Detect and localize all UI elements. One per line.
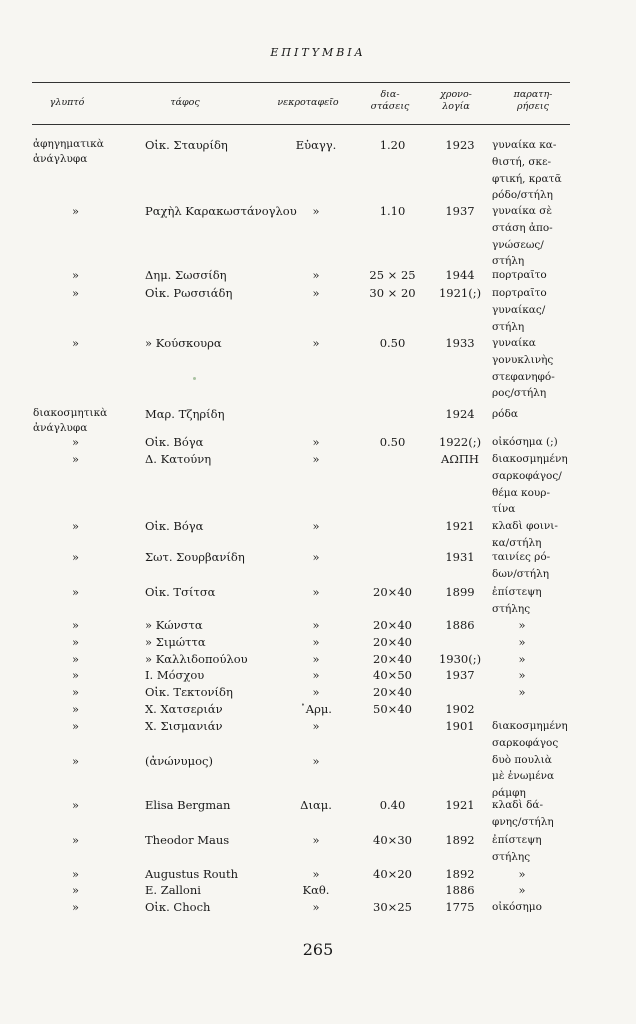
cell-nekrotafeio: » [312, 336, 320, 350]
cell-glypto: » [72, 867, 80, 881]
cell-chronologia: 1775 [445, 900, 475, 914]
cell-tafos: Οἰκ. Σταυρίδη [145, 138, 228, 152]
cell-chronologia: 1892 [445, 867, 475, 881]
cell-chronologia: 1933 [445, 336, 475, 350]
cell-nekrotafeio: » [312, 204, 320, 218]
header-rule-bottom [32, 124, 570, 125]
cell-glypto: » [72, 702, 80, 716]
cell-paratiriseis: διακοσμημένη σαρκοφάγος/ θέμα κουρ- τίνα [492, 453, 568, 516]
column-header-paratiriseis: παρατη- ρήσεις [513, 89, 553, 112]
page-title: ΕΠΙΤΥΜΒΙΑ [270, 46, 366, 59]
cell-tafos: Οἰκ. Βόγα [145, 435, 204, 449]
cell-tafos: Theodor Maus [145, 833, 230, 847]
cell-paratiriseis: πορτραῖτο γυναίκας/ στήλη [492, 287, 547, 333]
cell-diastaseis: 40×30 [373, 833, 412, 847]
cell-tafos: Σωτ. Σουρβανίδη [145, 550, 245, 564]
cell-chronologia: 1901 [445, 719, 475, 733]
cell-glypto: διακοσμητικὰ ἀνάγλυφα [33, 407, 108, 434]
column-header-nekrotafeio: νεκροταφεῖο [277, 97, 339, 108]
cell-chronologia: 1937 [445, 668, 475, 682]
cell-tafos: Δημ. Σωσσίδη [145, 268, 227, 282]
cell-paratiriseis: πορτραῖτο [492, 269, 547, 281]
cell-chronologia: 1921 [445, 519, 475, 533]
cell-glypto: » [72, 286, 80, 300]
cell-diastaseis: 20×40 [373, 635, 412, 649]
cell-paratiriseis: » [518, 685, 526, 699]
cell-nekrotafeio: » [312, 519, 320, 533]
cell-diastaseis: 1.10 [379, 204, 406, 218]
cell-chronologia: 1886 [445, 883, 475, 897]
paper-speck [193, 377, 196, 380]
cell-nekrotafeio: » [312, 435, 320, 449]
cell-glypto: » [72, 652, 80, 666]
cell-chronologia: 1921 [445, 798, 475, 812]
cell-paratiriseis: οἰκόσημα (;) [492, 436, 558, 448]
cell-paratiriseis: γυναίκα γονυκλινὴς στεφανηφό- ρος/στήλη [492, 337, 555, 400]
cell-tafos: Μαρ. Τζηρίδη [145, 407, 225, 421]
cell-tafos: Augustus Routh [145, 867, 238, 881]
cell-paratiriseis: γυναίκα κα- θιστή, σκε- φτική, κρατᾶ ρόδο/στήλη [492, 139, 562, 202]
cell-glypto: » [72, 618, 80, 632]
cell-glypto: » [72, 452, 80, 466]
cell-tafos: Δ. Κατούνη [145, 452, 212, 466]
cell-nekrotafeio: » [312, 268, 320, 282]
cell-chronologia: 1924 [445, 407, 475, 421]
cell-tafos: Οἰκ. Βόγα [145, 519, 204, 533]
cell-chronologia: 1930(;) [438, 652, 482, 666]
cell-paratiriseis: διακοσμημένη σαρκοφάγος δυὸ πουλιὰ μὲ ἑνωμένα ράμφη [492, 720, 568, 800]
cell-chronologia: 1886 [445, 618, 475, 632]
cell-nekrotafeio: Διαμ. [300, 798, 332, 812]
cell-nekrotafeio: » [312, 719, 320, 733]
cell-nekrotafeio: » [312, 833, 320, 847]
cell-chronologia: ΑΩΠΗ [441, 452, 479, 466]
cell-chronologia: 1892 [445, 833, 475, 847]
cell-nekrotafeio: » [312, 452, 320, 466]
cell-nekrotafeio: Εὐαγγ. [295, 138, 337, 152]
cell-glypto: » [72, 336, 80, 350]
cell-tafos: Οἰκ. Τσίτσα [145, 585, 216, 599]
cell-paratiriseis: » [518, 668, 526, 682]
page-number: 265 [302, 940, 334, 959]
cell-paratiriseis: » [518, 883, 526, 897]
cell-tafos: Ραχὴλ Καρακωστάνογλου [145, 204, 297, 218]
cell-diastaseis: 40×50 [373, 668, 412, 682]
cell-chronologia: 1902 [445, 702, 475, 716]
cell-glypto: ἀφηγηματικὰ ἀνάγλυφα [33, 138, 104, 165]
cell-diastaseis: 0.50 [379, 336, 406, 350]
cell-glypto: » [72, 519, 80, 533]
cell-tafos: Χ. Σισμανιάν [145, 719, 223, 733]
cell-diastaseis: 20×40 [373, 585, 412, 599]
cell-nekrotafeio: Καθ. [302, 883, 330, 897]
cell-paratiriseis: » [518, 652, 526, 666]
cell-glypto: » [72, 798, 80, 812]
cell-diastaseis: 40×20 [373, 867, 412, 881]
cell-nekrotafeio: » [312, 754, 320, 768]
cell-nekrotafeio: » [312, 900, 320, 914]
cell-tafos: » Κούσκουρα [145, 336, 222, 350]
cell-tafos: Οἰκ. Ρωσσιάδη [145, 286, 233, 300]
cell-glypto: » [72, 435, 80, 449]
cell-chronologia: 1922(;) [438, 435, 482, 449]
cell-chronologia: 1931 [445, 550, 475, 564]
cell-nekrotafeio: » [312, 585, 320, 599]
cell-tafos: Elisa Bergman [145, 798, 231, 812]
cell-chronologia: 1944 [445, 268, 475, 282]
cell-diastaseis: 30×25 [373, 900, 412, 914]
cell-glypto: » [72, 668, 80, 682]
cell-glypto: » [72, 754, 80, 768]
cell-paratiriseis: ταινίες ρό- δων/στήλη [492, 551, 551, 580]
column-header-diastaseis: δια- στάσεις [370, 89, 410, 112]
cell-glypto: » [72, 833, 80, 847]
cell-nekrotafeio: ᾿Αρμ. [300, 702, 332, 716]
cell-nekrotafeio: » [312, 286, 320, 300]
cell-diastaseis: 1.20 [379, 138, 406, 152]
cell-paratiriseis: ἐπίστεψη στήλης [492, 586, 542, 615]
cell-glypto: » [72, 585, 80, 599]
column-header-tafos: τάφος [170, 97, 200, 108]
header-rule-top [32, 82, 570, 83]
cell-tafos: » Σιμώττα [145, 635, 206, 649]
cell-chronologia: 1937 [445, 204, 475, 218]
cell-paratiriseis: » [518, 635, 526, 649]
cell-tafos: Ι. Μόσχου [145, 668, 205, 682]
cell-chronologia: 1921(;) [438, 286, 482, 300]
cell-tafos: (ἀνώνυμος) [145, 754, 213, 768]
cell-glypto: » [72, 883, 80, 897]
cell-diastaseis: 25 × 25 [369, 268, 416, 282]
cell-paratiriseis: γυναίκα σὲ στάση ἀπο- γνώσεως/ στήλη [492, 205, 553, 268]
cell-diastaseis: 30 × 20 [369, 286, 416, 300]
cell-glypto: » [72, 635, 80, 649]
cell-tafos: Χ. Χατσεριάν [145, 702, 223, 716]
cell-paratiriseis: κλαδὶ φοινι- κα/στήλη [492, 520, 558, 549]
cell-paratiriseis: κλαδὶ δά- φνης/στήλη [492, 799, 554, 828]
cell-chronologia: 1899 [445, 585, 475, 599]
cell-nekrotafeio: » [312, 668, 320, 682]
column-header-glypto: γλυπτό [49, 97, 85, 108]
cell-glypto: » [72, 900, 80, 914]
cell-paratiriseis: » [518, 867, 526, 881]
cell-tafos: E. Zalloni [145, 883, 201, 897]
cell-nekrotafeio: » [312, 685, 320, 699]
cell-diastaseis: 20×40 [373, 685, 412, 699]
cell-glypto: » [72, 719, 80, 733]
cell-chronologia: 1923 [445, 138, 475, 152]
cell-tafos: » Κώνστα [145, 618, 203, 632]
cell-nekrotafeio: » [312, 652, 320, 666]
cell-nekrotafeio: » [312, 635, 320, 649]
cell-diastaseis: 20×40 [373, 652, 412, 666]
cell-tafos: Οἰκ. Τεκτονίδη [145, 685, 233, 699]
cell-glypto: » [72, 550, 80, 564]
column-header-chronologia: χρονο- λογία [440, 89, 472, 112]
cell-glypto: » [72, 268, 80, 282]
cell-nekrotafeio: » [312, 867, 320, 881]
cell-diastaseis: 20×40 [373, 618, 412, 632]
cell-tafos: » Καλλιδοπούλου [145, 652, 248, 666]
cell-diastaseis: 0.50 [379, 435, 406, 449]
cell-paratiriseis: » [518, 618, 526, 632]
cell-nekrotafeio: » [312, 550, 320, 564]
cell-nekrotafeio: » [312, 618, 320, 632]
cell-paratiriseis: ρόδα [492, 408, 518, 420]
cell-tafos: Οἰκ. Choch [145, 900, 211, 914]
cell-paratiriseis: οἰκόσημο [492, 901, 542, 913]
cell-paratiriseis: ἐπίστεψη στήλης [492, 834, 542, 863]
cell-glypto: » [72, 685, 80, 699]
cell-diastaseis: 50×40 [373, 702, 412, 716]
cell-diastaseis: 0.40 [379, 798, 406, 812]
cell-glypto: » [72, 204, 80, 218]
